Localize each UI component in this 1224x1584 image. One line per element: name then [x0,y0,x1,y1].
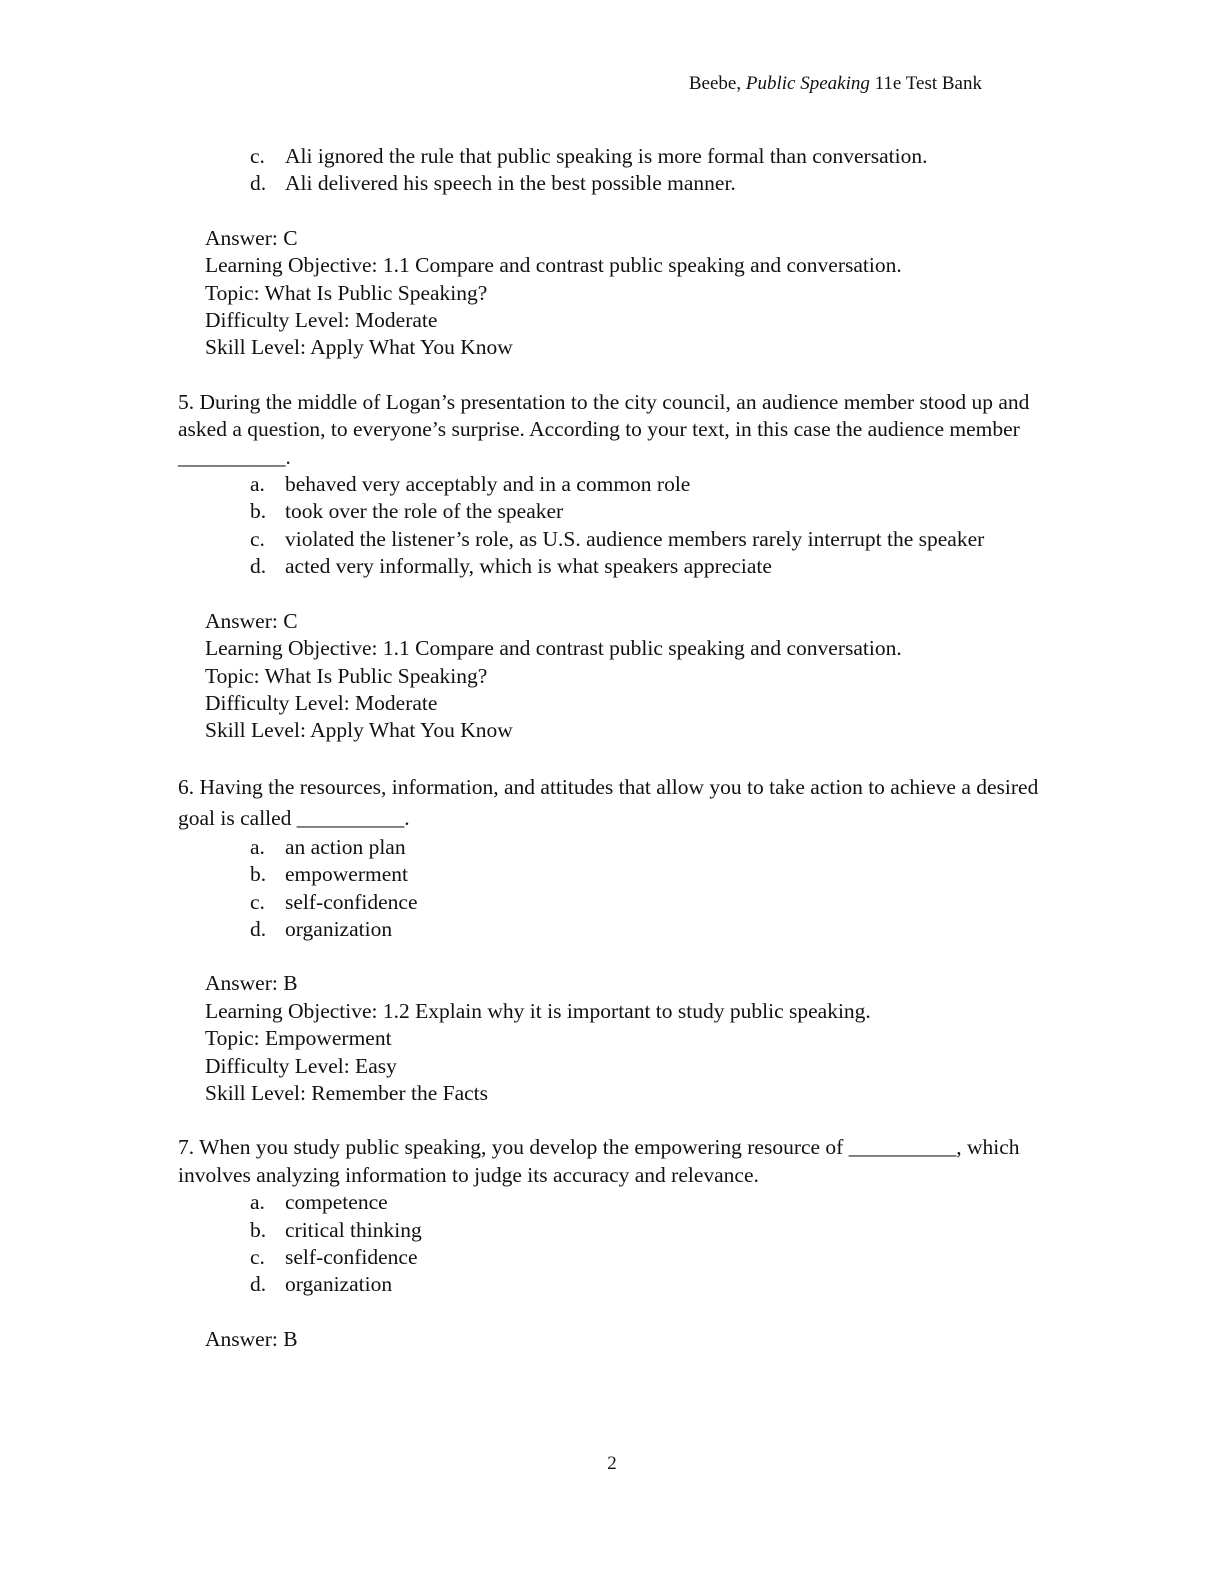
option-d [250,170,1058,197]
answer-line: Answer: B [205,1326,298,1351]
option-letter: c. [250,1245,265,1269]
option-text: empowerment [285,862,408,887]
learning-objective-line: Learning Objective: 1.1 Compare and contrast public speaking and conversation. [205,636,902,661]
skill-line: Skill Level: Apply What You Know [205,718,513,743]
option-text: organization [285,916,393,941]
answer-line: Answer: C [205,225,298,250]
option-b [250,1217,1058,1244]
option-d [250,1271,1058,1298]
option-letter: a. [250,834,265,859]
question-5-options [250,471,1058,581]
option-letter: a. [250,472,265,497]
page-number: 2 [607,1453,617,1474]
option-letter: c. [250,889,265,914]
option-text: behaved very acceptably and in a common role [285,472,691,497]
option-a [250,1189,1058,1216]
question-7-metadata [205,1326,1058,1353]
topic-line: Topic: Empowerment [205,1026,392,1051]
option-letter: d. [250,171,267,196]
option-text: self-confidence [285,889,418,914]
option-b [250,498,1058,525]
option-c [250,889,1058,916]
option-text: organization [285,1272,393,1297]
header-author: Beebe, [688,73,746,94]
question-4-options [250,143,1058,198]
option-text: took over the role of the speaker [285,499,564,524]
difficulty-line: Difficulty Level: Moderate [205,690,438,715]
question-7-options [250,1189,1058,1299]
header-edition: 11e Test Bank [869,73,982,94]
question-6-metadata [205,970,1058,1107]
option-c [250,1244,1058,1271]
option-text: competence [285,1190,388,1215]
option-text: Ali ignored the rule that public speaking is more formal than conversation. [285,144,928,168]
question-stem: 6. Having the resources, information, and attitudes that allow you to take action to achieve a desired goal is called __________. [178,774,1039,830]
question-stem: 5. During the middle of Logan’s presentation to the city council, an audience member stood up and asked a question, to everyone’s surprise. According to your text, in this case the audience member __________. [178,389,1030,469]
option-letter: a. [250,1190,265,1215]
option-letter: b. [250,1217,267,1242]
answer-line: Answer: B [205,971,298,996]
option-a [250,834,1058,861]
page-header [689,72,982,96]
learning-objective-line: Learning Objective: 1.1 Compare and contrast public speaking and conversation. [205,253,902,278]
answer-line: Answer: C [205,608,298,633]
topic-line: Topic: What Is Public Speaking? [205,663,488,688]
option-text: self-confidence [285,1245,418,1269]
option-text: violated the listener’s role, as U.S. audience members rarely interrupt the speaker [285,526,985,551]
question-4-continued [178,143,1058,362]
test-bank-content [178,143,1058,1353]
option-d [250,916,1058,943]
question-7 [178,1134,1058,1353]
option-text: acted very informally, which is what speakers appreciate [285,554,772,579]
option-a [250,471,1058,498]
difficulty-line: Difficulty Level: Moderate [205,308,438,333]
option-b [250,861,1058,888]
option-letter: b. [250,499,267,524]
option-c [250,143,1058,170]
question-5-metadata [205,608,1058,745]
learning-objective-line: Learning Objective: 1.2 Explain why it is important to study public speaking. [205,998,871,1023]
header-book-title: Public Speaking [745,73,870,94]
option-d [250,553,1058,580]
option-letter: d. [250,554,267,579]
question-6 [178,772,1058,1108]
question-stem: 7. When you study public speaking, you develop the empowering resource of __________, which involves analyzing information to judge its accuracy and relevance. [178,1135,1020,1187]
skill-line: Skill Level: Apply What You Know [205,335,513,360]
option-c [250,526,1058,553]
option-letter: b. [250,862,267,887]
option-text: critical thinking [285,1217,422,1242]
topic-line: Topic: What Is Public Speaking? [205,280,488,305]
question-6-options [250,834,1058,944]
option-letter: c. [250,526,265,551]
skill-line: Skill Level: Remember the Facts [205,1080,489,1105]
option-text: Ali delivered his speech in the best possible manner. [285,171,736,196]
option-letter: d. [250,916,267,941]
option-letter: c. [250,144,265,168]
question-4-metadata [205,225,1058,362]
question-5 [178,389,1058,745]
difficulty-line: Difficulty Level: Easy [205,1053,397,1078]
option-letter: d. [250,1272,267,1297]
option-text: an action plan [285,834,406,859]
